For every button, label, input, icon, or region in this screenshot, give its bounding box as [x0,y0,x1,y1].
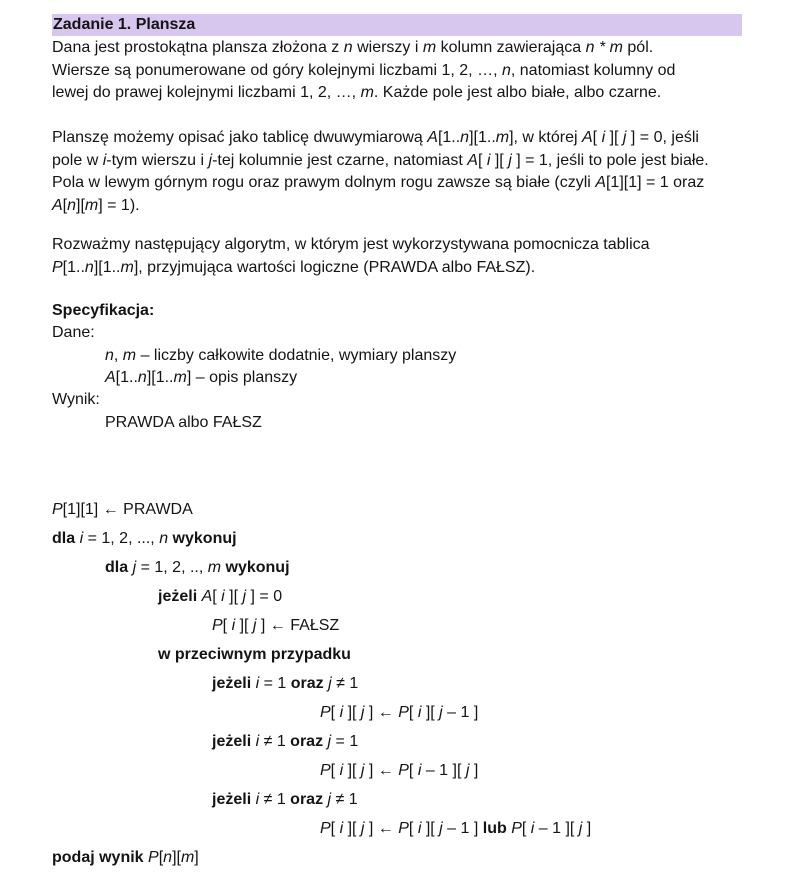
intro-line-3: lewej do prawej kolejnymi liczbami 1, 2, …, m. Każde pole jest albo białe, albo czarne. [52,84,662,101]
board-line-1: Planszę możemy opisać jako tablicę dwuwymiarową A[1..n][1..m], w której A[ i ][ j ] = 0, jeśli [52,129,699,146]
code-line-if-first-row: jeżeli i = 1 oraz j ≠ 1 [212,675,359,692]
code-line-assign-left: P[ i ][ j ] ← P[ i ][ j – 1 ] [320,704,479,721]
code-line-outer-loop: dla i = 1, 2, ..., n wykonuj [52,530,237,547]
intro-paragraph [52,37,675,105]
spec-dane-item-1: n, m – liczby całkowite dodatnie, wymiary planszy [105,347,457,364]
algorithm-intro [52,234,650,279]
spec-wynik-value: PRAWDA albo FAŁSZ [105,414,262,431]
board-line-3: Pola w lewym górnym rogu oraz prawym dolnym rogu zawsze są białe (czyli A[1][1] = 1 oraz [52,174,705,191]
code-line-assign-or: P[ i ][ j ] ← P[ i ][ j – 1 ] lub P[ i – 1 ][ j ] [320,820,592,837]
algorithm-intro-line-2: P[1..n][1..m], przyjmująca wartości logiczne (PRAWDA albo FAŁSZ). [52,258,536,276]
spec-heading: Specyfikacja: [52,302,155,319]
spec-wynik-label: Wynik: [52,391,100,408]
code-line-else: w przeciwnym przypadku [158,646,351,663]
spec-dane-label: Dane: [52,324,95,341]
code-line-if-black: jeżeli A[ i ][ j ] = 0 [158,588,283,605]
code-line-if-first-col: jeżeli i ≠ 1 oraz j = 1 [212,733,359,750]
algorithm-intro-line-1: Rozważmy następujący algorytm, w którym jest wykorzystywana pomocnicza tablica [52,236,650,253]
task-title: Zadanie 1. Plansza [52,14,742,36]
spec-dane-item-2: A[1..n][1..m] – opis planszy [105,369,298,386]
intro-line-2: Wiersze są ponumerowane od góry kolejnymi liczbami 1, 2, …, n, natomiast kolumny od [52,61,676,79]
code-line-return: podaj wynik P[n][m] [52,849,199,866]
code-line-assign-up: P[ i ][ j ] ← P[ i – 1 ][ j ] [320,762,479,779]
board-line-4: A[n][m] = 1). [52,196,140,214]
code-line-if-interior: jeżeli i ≠ 1 oraz j ≠ 1 [212,791,358,808]
code-line-set-false: P[ i ][ j ] ← FAŁSZ [212,617,340,634]
board-line-2: pole w i-tym wierszu i j-tej kolumnie jest czarne, natomiast A[ i ][ j ] = 1, jeśli to pole jest białe. [52,151,709,169]
code-line-inner-loop: dla j = 1, 2, .., m wykonuj [105,559,290,576]
code-line-init: P[1][1] ← PRAWDA [52,501,193,518]
board-paragraph [52,127,709,217]
intro-line-1: Dana jest prostokątna plansza złożona z n wierszy i m kolumn zawierająca n * m pól. [52,39,654,56]
